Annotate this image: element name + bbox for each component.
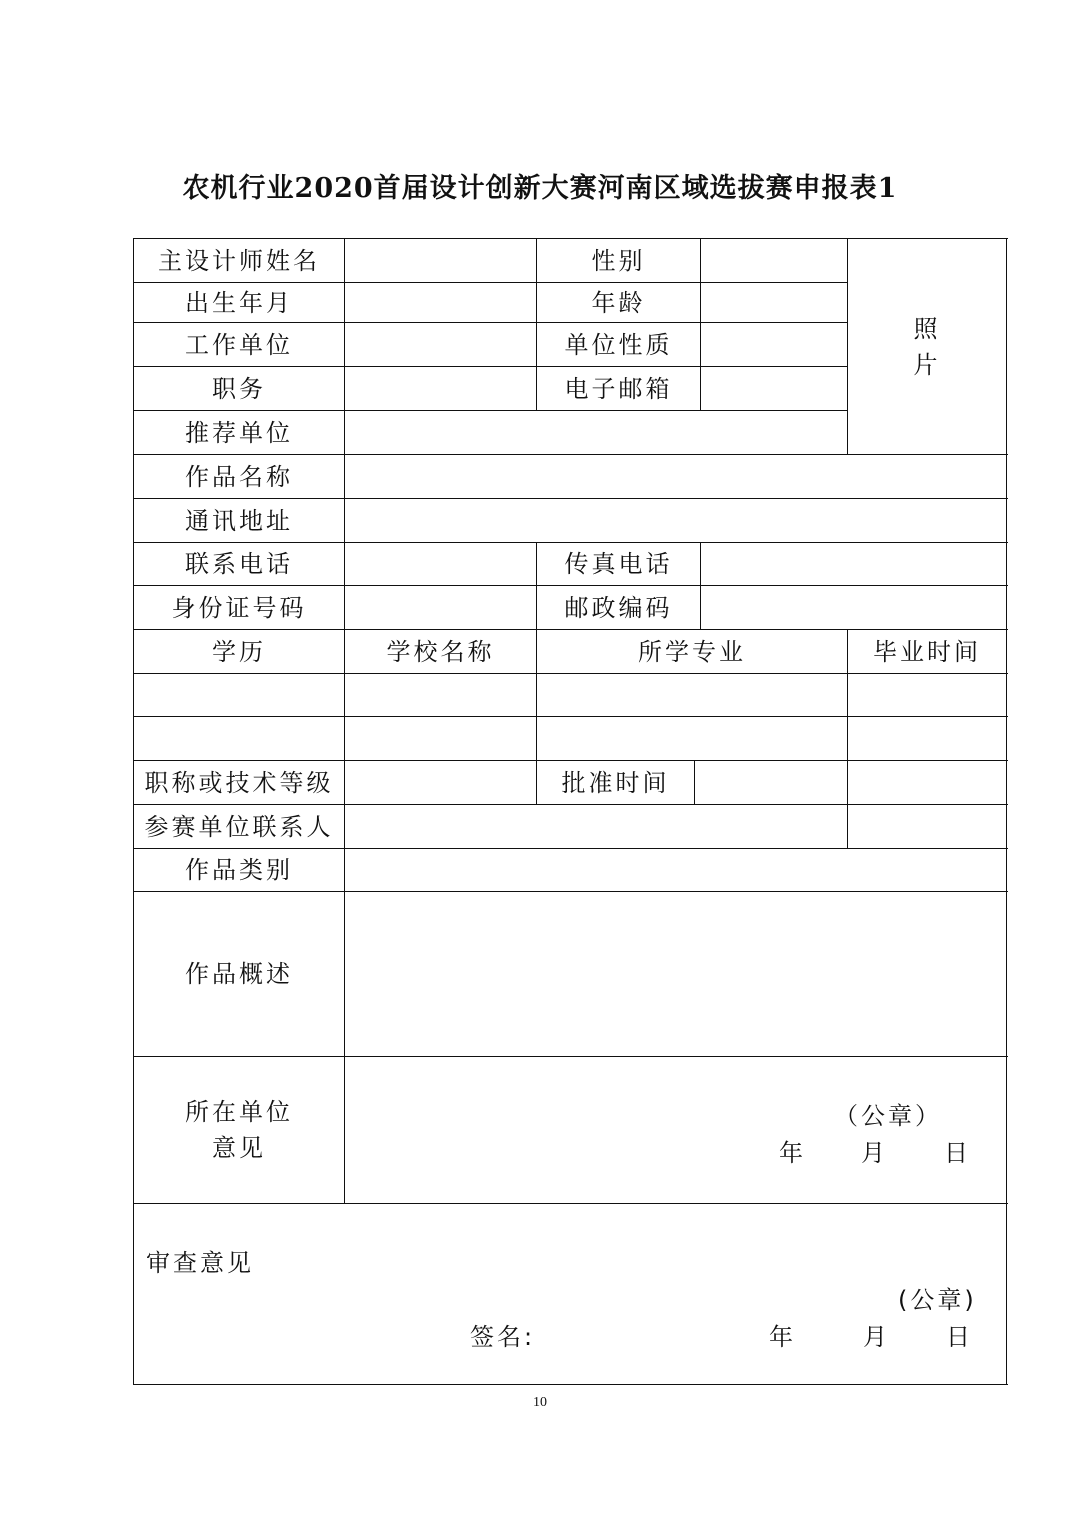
label-email: 电子邮箱 [564,374,673,403]
edu-header-major: 所学专业 [638,637,746,666]
label-unit-nature: 单位性质 [564,330,673,359]
review-date-year: 年 [769,1323,796,1351]
edu-header-graduation: 毕业时间 [873,637,981,666]
label-age: 年龄 [591,288,646,317]
unit-date-month: 月 [861,1139,888,1167]
label-birth: 出生年月 [185,288,293,317]
unit-date-year: 年 [779,1139,806,1167]
review-seal-text: (公章) [898,1286,977,1314]
page-number: 10 [533,1395,547,1410]
unit-date-day: 日 [944,1139,971,1167]
label-work-unit: 工作单位 [185,330,293,359]
label-postal-code: 邮政编码 [564,593,673,622]
label-approval-time: 批准时间 [561,768,670,797]
label-designer-name: 主设计师姓名 [158,246,320,275]
label-gender: 性别 [591,246,646,275]
form-title: 农机行业2020首届设计创新大赛河南区域选拔赛申报表1 [182,173,898,204]
label-work-summary: 作品概述 [185,960,293,988]
label-title-level: 职称或技术等级 [144,768,334,797]
label-recommend-unit: 推荐单位 [185,418,293,447]
edu-header-degree: 学历 [212,637,266,666]
unit-opinion-line2: 意见 [212,1134,266,1162]
label-unit-opinion [134,1057,344,1203]
edu-header-school: 学校名称 [386,637,495,666]
label-id-number: 身份证号码 [171,593,307,622]
unit-seal-text: （公章） [834,1102,942,1130]
label-work-name: 作品名称 [185,462,293,491]
label-fax: 传真电话 [564,550,673,578]
label-contact-person: 参赛单位联系人 [144,812,334,841]
label-work-category: 作品类别 [185,856,293,884]
review-date-month: 月 [863,1323,890,1351]
review-signature-label: 签名: [470,1323,536,1351]
label-phone: 联系电话 [185,550,293,578]
label-position: 职务 [212,374,266,403]
label-review-opinion: 审查意见 [146,1249,254,1277]
unit-opinion-line1: 所在单位 [185,1098,293,1126]
photo-label-line1: 照 [913,314,941,343]
photo-placeholder [848,239,1006,454]
label-address: 通讯地址 [185,506,293,535]
photo-label-line2: 片 [913,350,941,379]
review-date-day: 日 [946,1323,973,1351]
